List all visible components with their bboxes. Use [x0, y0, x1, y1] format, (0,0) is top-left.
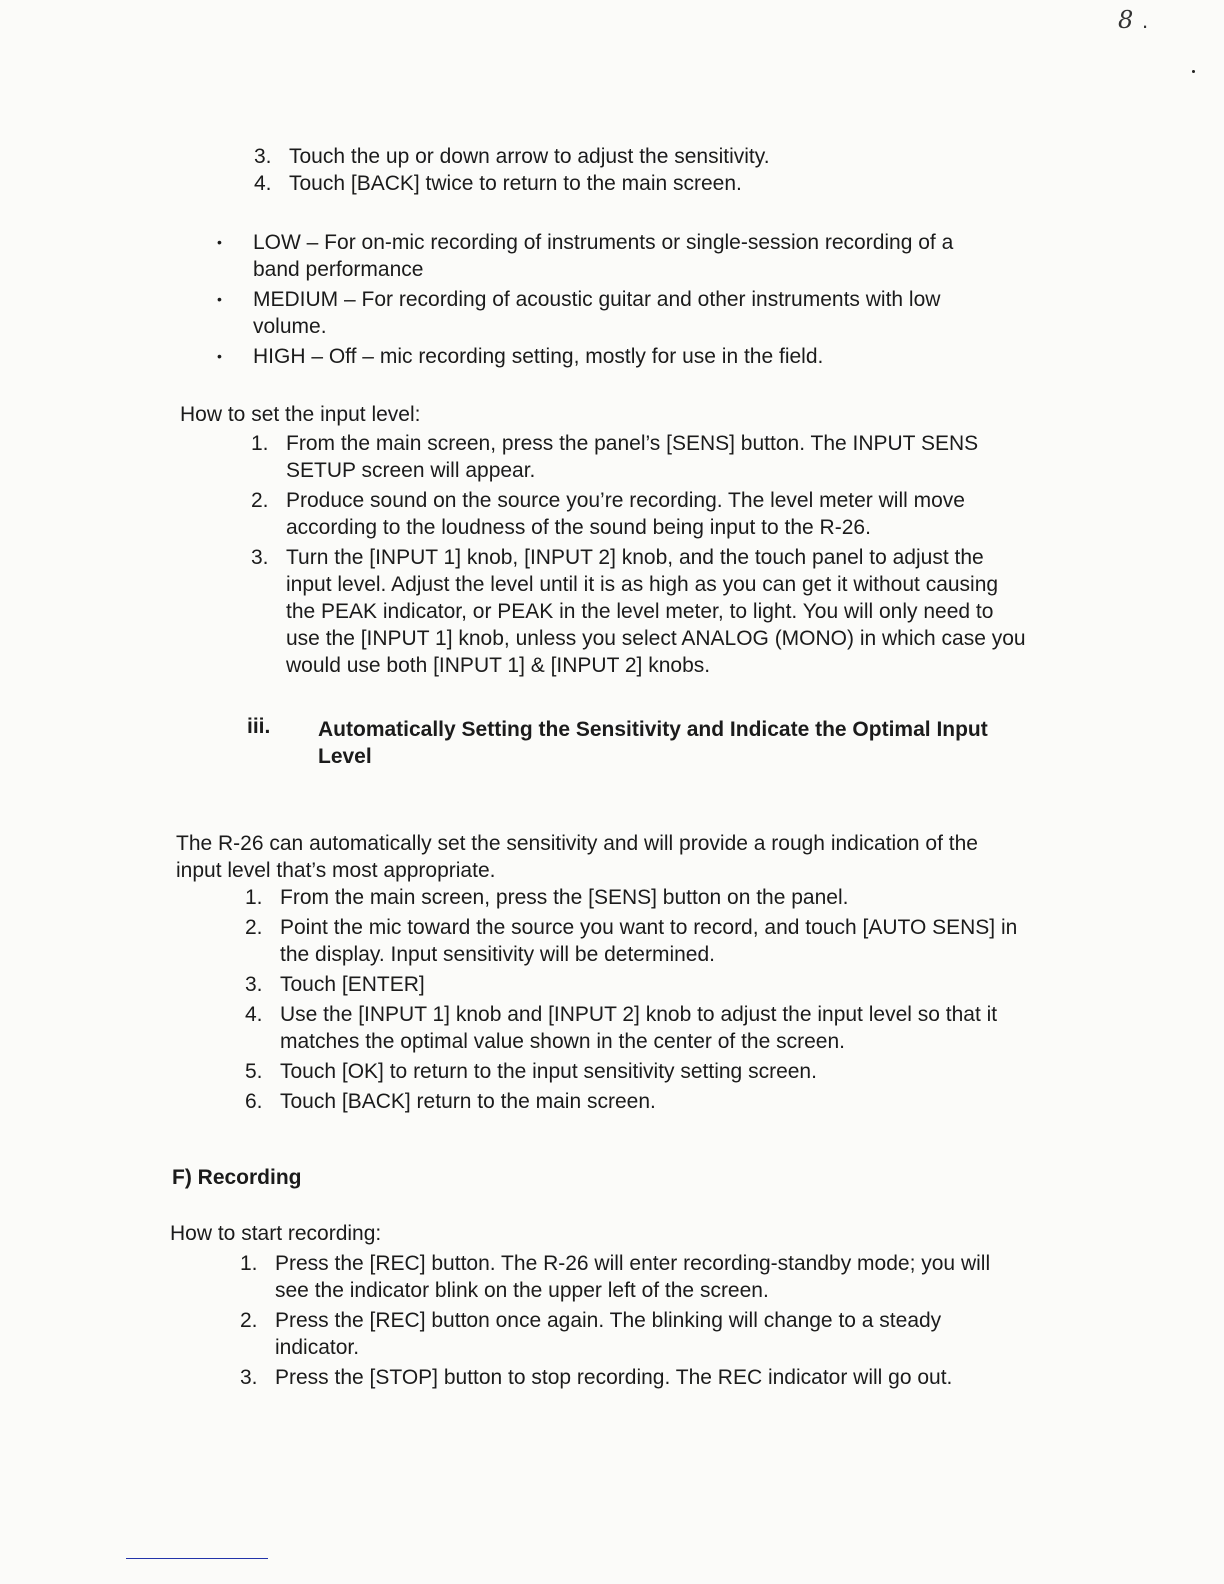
step-number: 4. — [254, 172, 272, 195]
step-number: 2. — [245, 916, 263, 939]
list-item — [240, 1250, 1000, 1304]
option-text: LOW – For on-mic recording of instruments or single-session recording of a band performance — [253, 231, 954, 281]
option-text: HIGH – Off – mic recording setting, mostly for use in the field. — [253, 345, 824, 368]
step-number: 6. — [245, 1090, 263, 1113]
step-text: Press the [REC] button once again. The blinking will change to a steady indicator. — [275, 1309, 942, 1359]
step-number: 5. — [245, 1060, 263, 1083]
top-steps-list — [254, 143, 974, 197]
step-text: Point the mic toward the source you want to record, and touch [AUTO SENS] in the display. Input sensitivity will be determined. — [280, 916, 1018, 966]
step-text: Touch [BACK] return to the main screen. — [280, 1090, 656, 1113]
page-number-dot: . — [1142, 8, 1149, 33]
list-item — [245, 884, 1035, 911]
list-item — [217, 286, 997, 340]
list-item — [254, 170, 974, 197]
step-text: Touch the up or down arrow to adjust the sensitivity. — [289, 145, 770, 168]
step-number: 1. — [240, 1252, 258, 1275]
step-text: Touch [OK] to return to the input sensitivity setting screen. — [280, 1060, 817, 1083]
list-item — [251, 544, 1031, 679]
scan-speck — [1192, 70, 1195, 73]
step-number: 1. — [251, 432, 269, 455]
list-item — [251, 430, 1031, 484]
step-text: Press the [STOP] button to stop recording. The REC indicator will go out. — [275, 1366, 953, 1389]
step-text: From the main screen, press the panel’s [SENS] button. The INPUT SENS SETUP screen will appear. — [286, 432, 979, 482]
list-item — [245, 1058, 1035, 1085]
list-item — [245, 1001, 1035, 1055]
section-roman-numeral: iii. — [247, 715, 271, 738]
bullet: • — [217, 234, 222, 250]
list-item — [254, 143, 974, 170]
step-text: Produce sound on the source you’re recording. The level meter will move according to the loudness of the sound being input to the R-26. — [286, 489, 965, 539]
list-item — [245, 971, 1035, 998]
bullet: • — [217, 348, 222, 364]
footnote-rule — [126, 1558, 268, 1559]
recording-intro: How to start recording: — [170, 1222, 382, 1245]
list-item — [240, 1307, 1000, 1361]
step-text: Touch [ENTER] — [280, 973, 425, 996]
input-level-steps — [251, 430, 1031, 679]
sensitivity-options-list — [217, 229, 997, 370]
step-number: 4. — [245, 1003, 263, 1026]
list-item — [245, 914, 1035, 968]
auto-section-steps — [245, 884, 1035, 1115]
list-item — [217, 343, 997, 370]
bullet: • — [217, 291, 222, 307]
recording-steps — [240, 1250, 1000, 1391]
step-text: Use the [INPUT 1] knob and [INPUT 2] knob to adjust the input level so that it matches the optimal value shown in the center of the screen. — [280, 1003, 998, 1053]
step-number: 3. — [245, 973, 263, 996]
step-text: From the main screen, press the [SENS] button on the panel. — [280, 886, 849, 909]
step-text: Turn the [INPUT 1] knob, [INPUT 2] knob, and the touch panel to adjust the input level. Adjust the level until it is as high as you can get it without causing the PEAK indicator, or PEAK in the level meter, to light. You will only need to use the [INPUT 1] knob, unless you select ANALOG (MONO) in which case you would use both [INPUT 1] & [INPUT 2] knobs. — [286, 546, 1026, 677]
step-text: Touch [BACK] twice to return to the main screen. — [289, 172, 742, 195]
auto-section-intro: The R-26 can automatically set the sensitivity and will provide a rough indication of the input level that’s most appropriate. — [176, 832, 978, 882]
input-level-intro: How to set the input level: — [180, 403, 421, 426]
step-number: 3. — [240, 1366, 258, 1389]
list-item — [217, 229, 997, 283]
step-text: Press the [REC] button. The R-26 will enter recording-standby mode; you will see the indicator blink on the upper left of the screen. — [275, 1252, 991, 1302]
page-number: 8 — [1118, 6, 1134, 34]
list-item — [251, 487, 1031, 541]
recording-heading: F) Recording — [172, 1166, 302, 1189]
step-number: 1. — [245, 886, 263, 909]
option-text: MEDIUM – For recording of acoustic guitar and other instruments with low volume. — [253, 288, 941, 338]
step-number: 3. — [251, 546, 269, 569]
step-number: 2. — [240, 1309, 258, 1332]
step-number: 2. — [251, 489, 269, 512]
list-item — [240, 1364, 1000, 1391]
section-title: Automatically Setting the Sensitivity and Indicate the Optimal Input Level — [318, 718, 988, 768]
list-item — [245, 1088, 1035, 1115]
step-number: 3. — [254, 145, 272, 168]
